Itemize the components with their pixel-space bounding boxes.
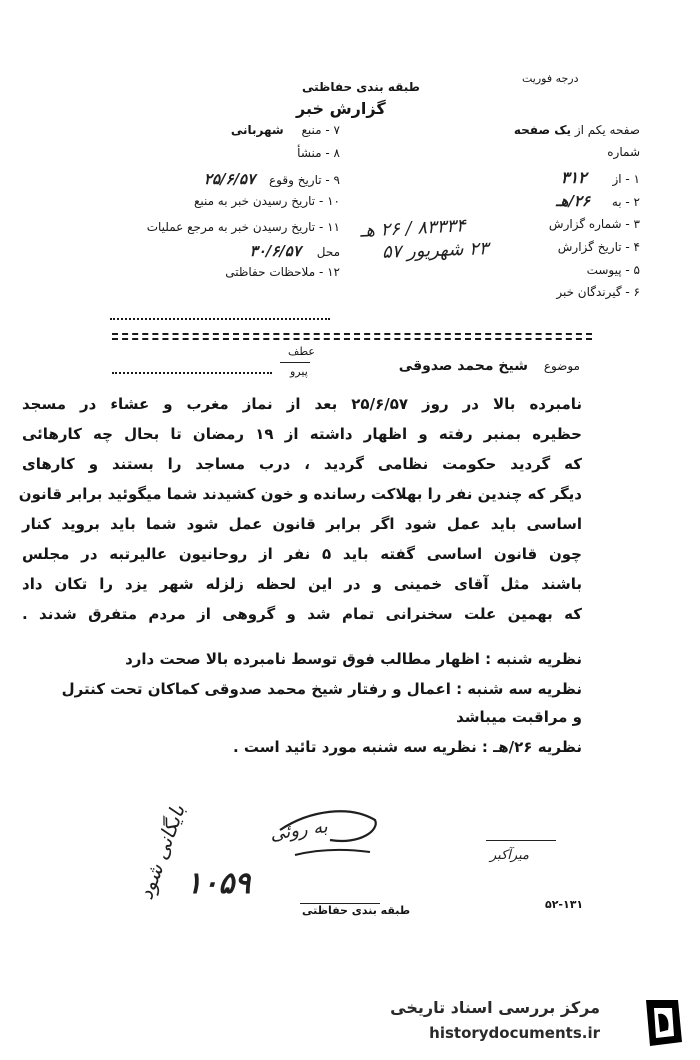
field-from: ۱ - از ۳۱۲	[560, 168, 640, 187]
watermark-url: historydocuments.ir	[429, 1024, 600, 1042]
subject-divider	[280, 362, 310, 363]
opinion-saturday: نظریه شنبه : اظهار مطالب فوق توسط نامبرده بالا صحت دارد	[125, 650, 582, 668]
field-location: محل ۳۰/۶/۵۷	[249, 242, 340, 260]
separator-rule-2	[112, 338, 592, 340]
subject-ref-label: عطف	[288, 345, 315, 358]
dotted-rule	[110, 318, 330, 320]
signer-name: میرآکبر	[490, 848, 529, 863]
report-title: گزارش خبر	[296, 99, 386, 118]
field-report-number: ۳ - شماره گزارش	[548, 217, 640, 231]
field-news-to-ops-date: ۱۱ - تاریخ رسیدن خبر به مرجع عملیات	[146, 220, 340, 234]
field-news-to-source-date: ۱۰ - تاریخ رسیدن خبر به منبع	[193, 194, 340, 208]
field-origin: ۸ - منشأ	[297, 146, 340, 160]
separator-rule	[112, 333, 592, 335]
archive-logo-icon	[640, 994, 688, 1054]
footer-classification: طبقه بندی حفاظتی	[302, 904, 411, 917]
handwritten-signature-note: به روئی	[268, 816, 329, 845]
subject-followup-label: پیرو	[290, 365, 308, 378]
opinion-tuesday: نظریه سه شنبه : اعمال و رفتار شیخ محمد صدوقی کماکان تحت کنترل	[61, 680, 582, 698]
handwritten-archive-note: بایگانی شود	[133, 801, 190, 903]
subject-line: موضوع شیخ محمد صدوقی	[398, 358, 580, 374]
handwritten-signature-stroke	[270, 800, 390, 870]
urgency-label: درجه فوریت	[522, 72, 579, 85]
opinion-26h: نظریه ۲۶/هـ : نظریه سه شنبه مورد تائید است .	[232, 738, 582, 756]
handwritten-marginal-note	[95, 821, 122, 844]
handwritten-report-number: ۸۳۳۳۴ / ۲۶ هـ	[359, 215, 467, 242]
form-code: ۵۲-۱۳۱	[545, 898, 584, 911]
handwritten-page-number: ۱۰۵۹	[186, 866, 251, 901]
field-recipients: ۶ - گیرندگان خبر	[556, 285, 640, 299]
body-line: باشند مثل آقای خمینی و در این لحظه زلزله شهر یزد را تکان داد	[22, 575, 582, 593]
field-security-notes: ۱۲ - ملاحظات حفاظتی	[225, 265, 340, 279]
field-to: ۲ - به ۲۶/هـ	[556, 192, 640, 210]
field-event-date: ۹ - تاریخ وقوع ۲۵/۶/۵۷	[203, 170, 340, 188]
body-line: اساسی باید عمل شود اگر برابر قانون عمل شود شما باید بروید کنار	[22, 515, 582, 533]
subject-dotted-rule	[112, 372, 272, 374]
body-line: چون قانون اساسی گفته باید ۵ نفر از روحانیون عالیرتبه در مجلس	[22, 545, 582, 563]
field-number-label: شماره	[607, 145, 640, 159]
body-line: حظیره بمنبر رفته و اظهار داشته از ۱۹ رمضان تا بحال چه کارهائی	[22, 425, 582, 443]
field-source: ۷ - منبع شهربانی	[230, 123, 340, 137]
body-line: نامبرده بالا در روز ۲۵/۶/۵۷ بعد از نماز مغرب و عشاء در مسجد	[22, 395, 582, 413]
field-report-date: ۴ - تاریخ گزارش	[557, 240, 640, 254]
watermark-name: مرکز بررسی اسناد تاریخی	[390, 998, 600, 1017]
body-line: دیگر که چندین نفر را بهلاکت رسانده و خون کشیدند شما میگوئید برابر قانون	[18, 485, 582, 503]
watermark-band	[0, 988, 700, 1060]
field-page-label: صفحه یکم از یک صفحه	[513, 123, 640, 137]
signer-line	[486, 840, 556, 841]
handwritten-report-date: ۲۳ شهریور ۵۷	[381, 238, 489, 263]
body-line: که بهمین علت سخنرانی تمام شد و گروهی از مردم متفرق شدند .	[22, 605, 582, 623]
body-line: که گردید حکومت نظامی گردید ، درب مساجد را بستند و کارهای	[22, 455, 582, 473]
opinion-tuesday-cont: و مراقبت میباشد	[456, 708, 582, 726]
field-attachment: ۵ - پیوست	[586, 263, 640, 277]
classification-header: طبقه بندی حفاظتی	[302, 80, 420, 94]
